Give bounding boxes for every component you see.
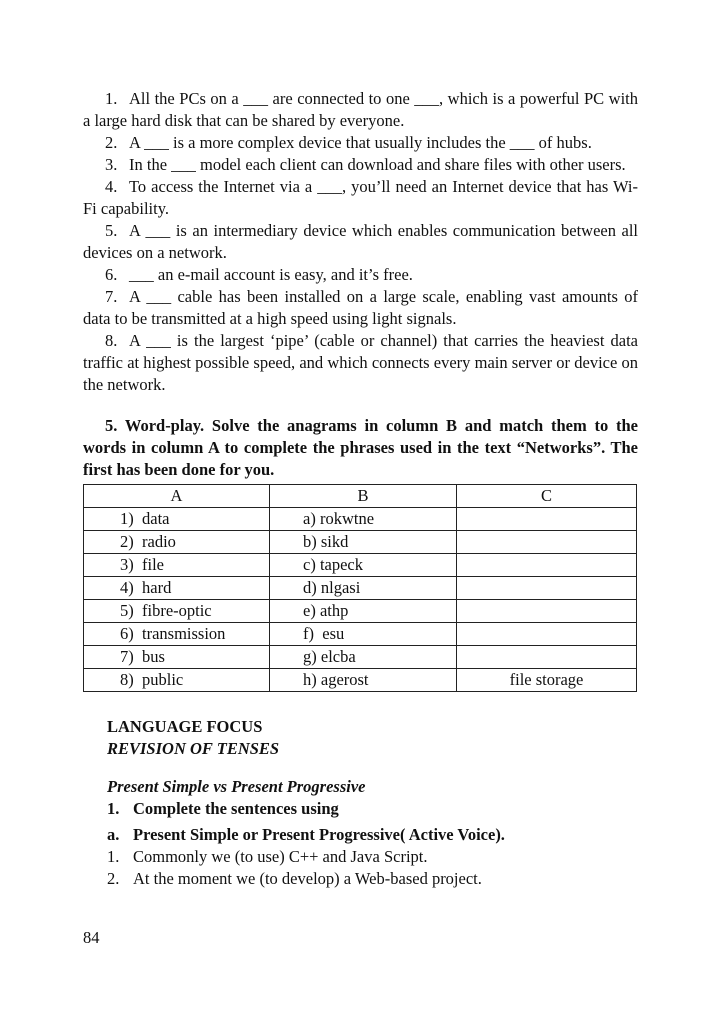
sentence-2: 2. A ___ is a more complex device that usually includes the ___ of hubs. (105, 133, 592, 152)
sentence-5: 5. A ___ is an intermediary device which enables communication between all devices on a network. (83, 221, 638, 262)
cell-b: d) nlgasi (270, 577, 457, 600)
task-a: a. Present Simple or Present Progressive( Active Voice). (107, 825, 505, 844)
cell-c (457, 623, 637, 646)
table-row (84, 554, 637, 577)
table-row (84, 508, 637, 531)
page-number: 84 (83, 928, 100, 947)
cell-b: c) tapeck (270, 554, 457, 577)
cell-b: a) rokwtne (270, 508, 457, 531)
sentence-1: 1. All the PCs on a ___ are connected to one ___, which is a powerful PC with a large hard disk that can be shared by everyone. (83, 89, 638, 130)
cell-c: file storage (457, 669, 637, 692)
sentence-7: 7. A ___ cable has been installed on a large scale, enabling vast amounts of data to be transmitted at a high speed using light signals. (83, 287, 638, 328)
cell-a: 6) transmission (84, 623, 270, 646)
tense-sentence-1: 1. Commonly we (to use) C++ and Java Script. (107, 847, 428, 866)
cell-a: 2) radio (84, 531, 270, 554)
cell-c (457, 508, 637, 531)
table-row (84, 600, 637, 623)
cell-a: 7) bus (84, 646, 270, 669)
present-simple-heading: Present Simple vs Present Progressive (107, 777, 366, 796)
cell-b: h) agerost (270, 669, 457, 692)
cell-a: 4) hard (84, 577, 270, 600)
column-c-header: C (457, 485, 637, 508)
cell-b: f) esu (270, 623, 457, 646)
cell-c (457, 577, 637, 600)
cell-a: 1) data (84, 508, 270, 531)
cell-c (457, 646, 637, 669)
column-a-header: A (84, 485, 270, 508)
cell-b: b) sikd (270, 531, 457, 554)
cell-c (457, 531, 637, 554)
table-row (84, 623, 637, 646)
tense-sentence-2: 2. At the moment we (to develop) a Web-based project. (107, 869, 482, 888)
revision-heading: REVISION OF TENSES (107, 739, 280, 758)
gap-fill-sentences (83, 88, 638, 396)
cell-a: 5) fibre-optic (84, 600, 270, 623)
cell-b: e) athp (270, 600, 457, 623)
cell-c (457, 600, 637, 623)
table-row (84, 531, 637, 554)
table-header-row (84, 485, 637, 508)
column-b-header: B (270, 485, 457, 508)
language-focus-heading: LANGUAGE FOCUS (107, 717, 263, 736)
exercise-5-title: 5. Word-play. Solve the anagrams in column B and match them to the words in column A to complete the phrases used in the text “Networks”. The first has been done for you. (83, 416, 638, 479)
cell-b: g) elcba (270, 646, 457, 669)
sentence-6: 6. ___ an e-mail account is easy, and it’s free. (105, 265, 413, 284)
table-row (84, 669, 637, 692)
sentence-3: 3. In the ___ model each client can download and share files with other users. (105, 155, 626, 174)
page-content (83, 88, 638, 890)
cell-c (457, 554, 637, 577)
anagram-table (83, 484, 637, 692)
sentence-4: 4. To access the Internet via a ___, you’ll need an Internet device that has Wi-Fi capability. (83, 177, 638, 218)
table-row (84, 646, 637, 669)
sentence-8: 8. A ___ is the largest ‘pipe’ (cable or channel) that carries the heaviest data traffic at highest possible speed, and which connects every main server or device on the network. (83, 331, 638, 394)
cell-a: 3) file (84, 554, 270, 577)
task-1: 1. Complete the sentences using (107, 799, 339, 818)
cell-a: 8) public (84, 669, 270, 692)
table-row (84, 577, 637, 600)
